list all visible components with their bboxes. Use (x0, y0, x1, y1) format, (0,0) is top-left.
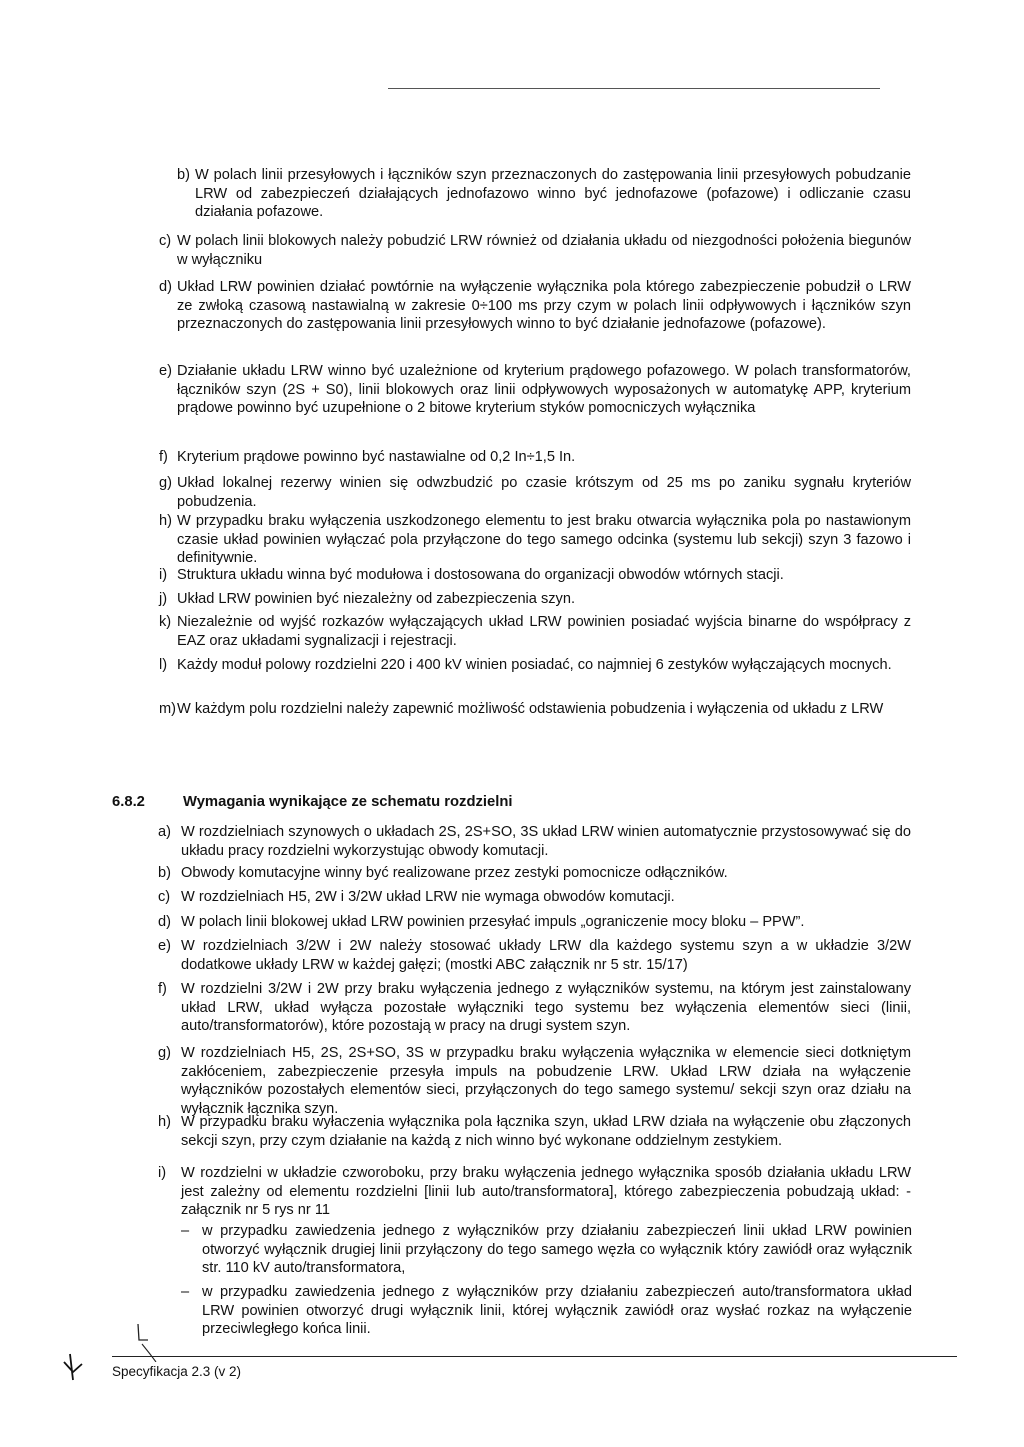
list-item (158, 913, 911, 932)
list-item (159, 362, 911, 418)
dash-text: w przypadku zawiedzenia jednego z wyłączników przy działaniu zabezpieczeń linii układ LRW powinien otworzyć wyłącznik drugiej linii przyłączony do tego samego węzła co wyłącznik który zawiódł oraz wyłącznik str. 110 kV auto/transformatora, (202, 1223, 912, 1277)
list-item (158, 1164, 911, 1220)
item-text: Kryterium prądowe powinno być nastawialne od 0,2 In÷1,5 In. (177, 449, 576, 465)
list-item (158, 937, 911, 974)
dash-label: – (181, 1223, 190, 1239)
dash-item (181, 1222, 912, 1278)
item-text: Niezależnie od wyjść rozkazów wyłączających układ LRW powinien posiadać wyjścia binarne do współpracy z EAZ oraz układami sygnalizacji i rejestracji. (177, 614, 911, 649)
list-item (158, 823, 911, 860)
initials-mark (60, 1350, 90, 1384)
item-text: Każdy moduł polowy rozdzielni 220 i 400 kV winien posiadać, co najmniej 6 zestyków wyłączających mocnych. (177, 657, 892, 673)
item-text: Działanie układu LRW winno być uzależnione od kryterium prądowego pofazowego. W polach transformatorów, łączników szyn (2S + S0), linii blokowych oraz linii odpływowych wyposażonych w automatykę APP, kryterium prądowe powinno być uzupełnione o 2 bitowe kryterium styków pomocniczych wyłącznika (177, 363, 911, 417)
list-item (159, 232, 911, 269)
item-text: W rozdzielniach 3/2W i 2W należy stosować układy LRW dla każdego systemu szyn a w układzie 3/2W dodatkowe układy LRW w każdej gałęzi; (mostki ABC załącznik nr 5 str. 15/17) (181, 938, 911, 973)
item-text: W rozdzielniach H5, 2W i 3/2W układ LRW nie wymaga obwodów komutacji. (181, 889, 675, 905)
list-item (159, 512, 911, 568)
list-item (159, 448, 911, 467)
dash-item (181, 1283, 912, 1339)
item-text: W przypadku braku wyłaczenia wyłącznika pola łącznika szyn, układ LRW działa na wyłączenie obu złączonych sekcji szyn, przy czym działanie na każdą z nich winno być wykonane oddzielnym zestykiem. (181, 1114, 911, 1149)
section-heading (112, 793, 513, 811)
item-label: j) (159, 591, 168, 607)
dash-text: w przypadku zawiedzenia jednego z wyłączników przy działaniu zabezpieczeń auto/transformatora układ LRW powinien otworzyć drugi wyłącznik linii, której wyłącznik zawiódł oraz wysłać rozkaz na wyłączenie przeciwległego końca linii. (202, 1284, 912, 1338)
section-title: Wymagania wynikające ze schematu rozdzielni (183, 794, 513, 810)
list-item (158, 1113, 911, 1150)
top-rule (388, 88, 880, 89)
item-text: Struktura układu winna być modułowa i dostosowana do organizacji obwodów wtórnych stacji. (177, 567, 784, 583)
list-item (177, 166, 911, 222)
item-text: Obwody komutacyjne winny być realizowane przez zestyki pomocnicze odłączników. (181, 865, 728, 881)
dash-label: – (181, 1284, 190, 1300)
item-label: h) (158, 1114, 171, 1130)
list-item (159, 474, 911, 511)
item-label: l) (159, 657, 168, 673)
item-label: g) (159, 475, 172, 491)
list-item (158, 980, 911, 1036)
item-label: d) (158, 914, 171, 930)
item-label: k) (159, 614, 172, 630)
item-label: b) (158, 865, 171, 881)
item-label: h) (159, 513, 172, 529)
item-text: W przypadku braku wyłączenia uszkodzonego elementu to jest braku otwarcia wyłącznika pola po nastawionym czasie układ powinien wyłączać pola przyłączone do tego samego odcinka (systemu lub sekcji) szyn 3 fazowo i definitywnie. (177, 513, 911, 567)
item-label: b) (177, 167, 190, 183)
list-item (159, 613, 911, 650)
item-label: g) (158, 1045, 171, 1061)
item-label: c) (159, 233, 172, 249)
item-text: W rozdzielni 3/2W i 2W przy braku wyłączenia jednego z wyłączników systemu, na którym jest zainstalowany układ LRW, układ wyłącza pozostałe wyłączniki tego systemu bez wyłączenia elementów sieci (linii, auto/transformatorów), które pozostają w pracy na drugi system szyn. (181, 981, 911, 1035)
item-label: c) (158, 889, 171, 905)
item-text: Układ lokalnej rezerwy winien się odwzbudzić po czasie krótszym od 25 ms po zaniku sygnału kryteriów pobudzenia. (177, 475, 911, 510)
item-text: W polach linii blokowych należy pobudzić LRW również od działania układu od niezgodności położenia biegunów w wyłączniku (177, 233, 911, 268)
item-text: Układ LRW powinien być niezależny od zabezpieczenia szyn. (177, 591, 576, 607)
section-number: 6.8.2 (112, 794, 145, 810)
item-label: e) (158, 938, 171, 954)
item-text: W każdym polu rozdzielni należy zapewnić możliwość odstawienia pobudzenia i wyłączenia od układu z LRW (177, 701, 884, 717)
item-label: f) (158, 981, 167, 997)
item-text: W rozdzielni w układzie czworoboku, przy braku wyłączenia jednego wyłącznika sposób działania układu LRW jest zależny od elementu rozdzielni [linii lub auto/transformatora], którego zabezpieczenia pobudzają układ: - załącznik nr 5 rys nr 11 (181, 1165, 911, 1219)
item-label: d) (159, 279, 172, 295)
list-item (159, 700, 911, 719)
item-text: W rozdzielniach szynowych o układach 2S, 2S+SO, 3S układ LRW winien automatycznie przystosowywać się do układu pracy rozdzielni wykorzystując obwody komutacji. (181, 824, 911, 859)
item-label: a) (158, 824, 171, 840)
list-item (158, 888, 911, 907)
item-label: e) (159, 363, 172, 379)
list-item (159, 656, 911, 675)
list-item (159, 590, 911, 609)
item-text: W polach linii blokowej układ LRW powinien przesyłać impuls „ograniczenie mocy bloku – PPW”. (181, 914, 805, 930)
item-label: i) (159, 567, 168, 583)
list-item (159, 566, 911, 585)
item-text: W rozdzielniach H5, 2S, 2S+SO, 3S w przypadku braku wyłączenia wyłącznika w elemencie sieci dotkniętym zakłóceniem, zabezpieczenie przesyła impuls na pobudzenie LRW. Układ LRW działa na wyłączenie wyłączników pozostałych elementów sieci, przyłączonych do tego samego systemu/ sekcji szyn oraz działu na wyłącznik łącznika szyn. (181, 1045, 911, 1117)
item-text: Układ LRW powinien działać powtórnie na wyłączenie wyłącznika pola którego zabezpieczenie pobudził o LRW ze zwłoką czasową nastawialną w zakresie 0÷100 ms przy czym w polach linii odpływowych i łączników szyn przeznaczonych do zastępowania linii przesyłowych winno to być działanie jednofazowe (pofazowe). (177, 279, 911, 333)
list-item (158, 1044, 911, 1118)
list-item (159, 278, 911, 334)
item-label: m) (159, 701, 177, 717)
item-label: f) (159, 449, 168, 465)
footer-text: Specyfikacja 2.3 (v 2) (112, 1364, 242, 1379)
item-label: i) (158, 1165, 167, 1181)
footer-rule (112, 1356, 957, 1357)
list-item (158, 864, 911, 883)
item-text: W polach linii przesyłowych i łączników szyn przeznaczonych do zastępowania linii przesyłowych pobudzanie LRW od zabezpieczeń działających jednofazowo winno być jednofazowe (pofazowe) i odliczanie czasu działania pofazowe. (195, 167, 911, 221)
